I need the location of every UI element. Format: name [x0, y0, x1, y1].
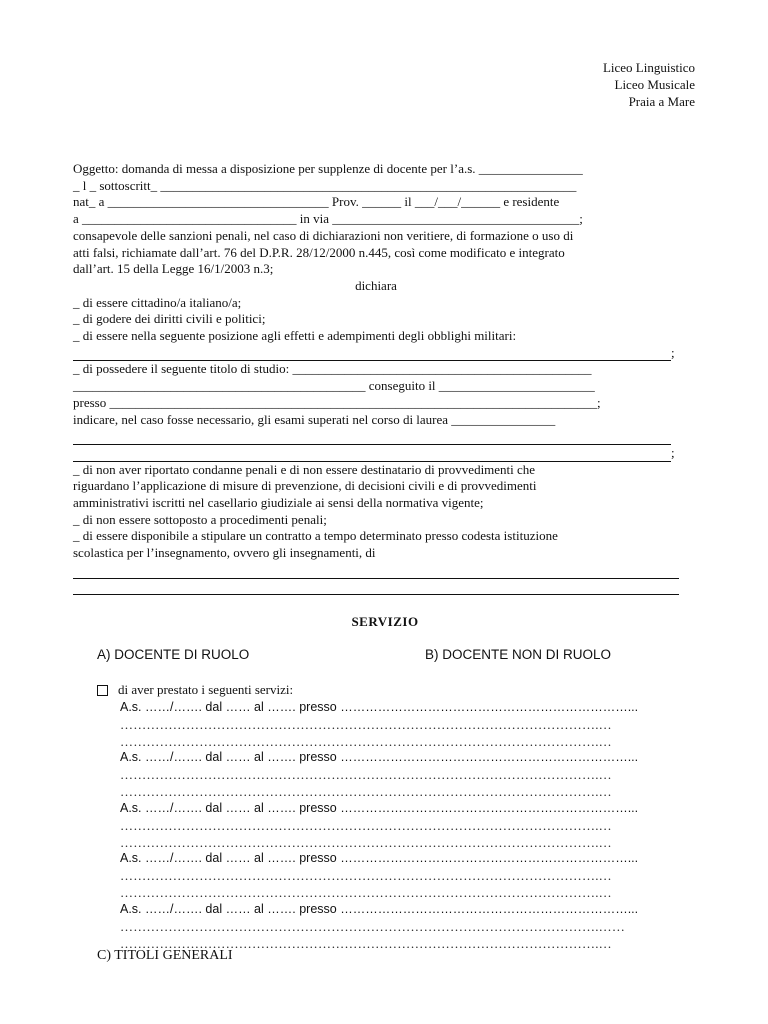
service-entry-dots: ……………………………………………………………………………………………….… — [120, 767, 612, 782]
exams-blank-line-1 — [73, 428, 671, 445]
school-location: Praia a Mare — [628, 94, 695, 109]
general-titles-heading: C) TITOLI GENERALI — [97, 948, 233, 963]
service-entry-header: A.s. ……/……. dal …… al ……. presso ……………………………………………………………... — [120, 750, 639, 764]
service-entry — [120, 850, 690, 901]
declares-heading: dichiara — [355, 277, 397, 293]
checkbox-icon[interactable] — [97, 685, 108, 696]
convictions-text-1: _ di non aver riportato condanne penali e di non essere destinatario di provvedimenti che — [73, 461, 536, 477]
military-blank-line — [73, 345, 671, 362]
exams-blank-row — [73, 445, 679, 462]
convictions-text-2: riguardano l’applicazione di misure di prevenzione, di decisioni civili e di provvedimenti — [73, 478, 537, 494]
degree-item: _ di possedere il seguente titolo di studio: ______________________________________________ — [73, 361, 592, 377]
availability-text-1: _ di essere disponibile a stipulare un contratto a tempo determinato presso codesta istituzione — [73, 528, 558, 544]
convictions-text-3: amministrativi iscritti nel casellario giudiziale ai sensi della normativa vigente; — [73, 495, 484, 511]
services-checkbox-row[interactable] — [97, 682, 293, 698]
signatory-line: _ l _ sottoscritt_ ________________________________________________________________ — [73, 177, 577, 193]
awareness-text-1: consapevole delle sanzioni penali, nel caso di dichiarazioni non veritiere, di formazione o uso di — [73, 227, 574, 243]
availability-text-2: scolastica per l’insegnamento, ovvero gli insegnamenti, di — [73, 545, 376, 561]
subjects-blank-line-1 — [73, 562, 679, 579]
military-blank-row — [73, 345, 679, 362]
awareness-text-3: dall’art. 15 della Legge 16/1/2003 n.3; — [73, 261, 274, 277]
degree-obtained-line: _____________________________________________ conseguito il ________________________ — [73, 378, 595, 394]
service-entry-dots: ……………………………………………………………………………………………….… — [120, 717, 612, 732]
services-checkbox-label: di aver prestato i seguenti servizi: — [118, 682, 294, 697]
declaration-body — [73, 161, 679, 595]
service-entry-dots: ……………………………………………………………………………………………….… — [120, 784, 612, 799]
exams-blank-line-2 — [73, 445, 671, 462]
citizenship-item: _ di essere cittadino/a italiano/a; — [73, 294, 242, 310]
service-entry-dots: ……………………………………………………………………………………………….… — [120, 818, 612, 833]
service-entry — [120, 749, 690, 800]
school-name-linguistico: Liceo Linguistico — [602, 60, 695, 75]
birth-line: nat_ a __________________________________ Prov. ______ il ___/___/______ e residente — [73, 194, 560, 210]
service-entry — [120, 699, 690, 750]
service-entry-dots: ……………………………………………………………………………………………….… — [120, 868, 612, 883]
non-tenured-teacher-option: B) DOCENTE NON DI RUOLO — [425, 647, 612, 662]
school-header — [603, 59, 695, 110]
residence-line: a _________________________________ in via ______________________________________; — [73, 211, 583, 227]
service-entry — [120, 901, 690, 952]
military-semicolon: ; — [671, 344, 675, 360]
subject-line: Oggetto: domanda di messa a disposizione per supplenze di docente per l’a.s. ________________ — [73, 161, 583, 176]
awareness-text-2: atti falsi, richiamate dall’art. 76 del D.P.R. 28/12/2000 n.445, così come modificato e integrato — [73, 244, 565, 260]
civil-rights-item: _ di godere dei diritti civili e politici; — [73, 311, 266, 327]
service-entry-dots: ……………………………………………………………………………………………….… — [120, 885, 612, 900]
exams-item: indicare, nel caso fosse necessario, gli esami superati nel corso di laurea ________________ — [73, 411, 556, 427]
proceedings-item: _ di non essere sottoposto a procedimenti penali; — [73, 511, 327, 527]
service-entry-header: A.s. ……/……. dal …… al ……. presso ……………………………………………………………... — [120, 700, 639, 714]
service-entry — [120, 800, 690, 851]
military-item: _ di essere nella seguente posizione agli effetti e adempimenti degli obblighi militari: — [73, 328, 517, 344]
service-entry-header: A.s. ……/……. dal …… al ……. presso ……………………………………………………………... — [120, 902, 639, 916]
service-section-title: SERVIZIO — [351, 614, 419, 629]
school-name-musicale: Liceo Musicale — [614, 77, 695, 92]
degree-place-line: presso ___________________________________________________________________________; — [73, 394, 601, 410]
tenured-teacher-option: A) DOCENTE DI RUOLO — [97, 647, 250, 662]
service-entry-header: A.s. ……/……. dal …… al ……. presso ……………………………………………………………... — [120, 801, 639, 815]
service-entry-dots: ……………………………………………………………………………………………….…… — [120, 919, 626, 934]
service-entry-dots: ……………………………………………………………………………………………….… — [120, 734, 612, 749]
exams-semicolon: ; — [671, 444, 675, 460]
service-entry-dots: ……………………………………………………………………………………………….… — [120, 936, 612, 951]
subjects-blank-line-2 — [73, 579, 679, 596]
service-entry-dots: ……………………………………………………………………………………………….… — [120, 835, 612, 850]
service-entry-header: A.s. ……/……. dal …… al ……. presso ……………………………………………………………... — [120, 851, 639, 865]
